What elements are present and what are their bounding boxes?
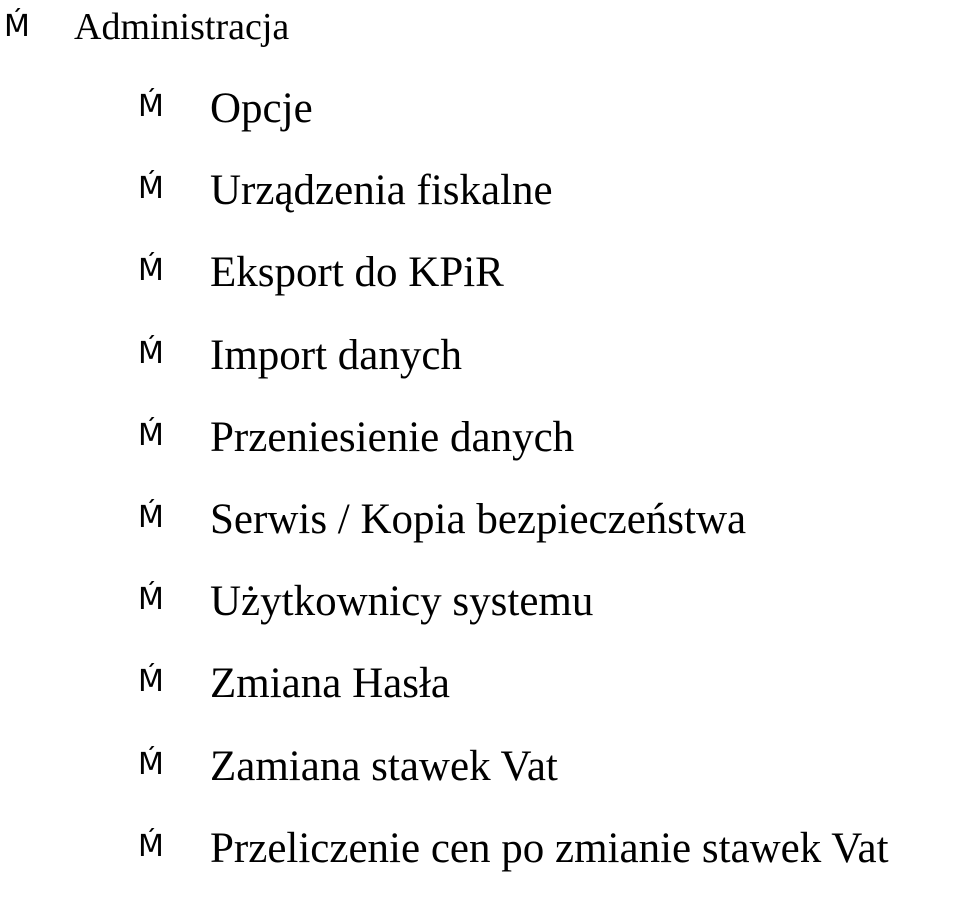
list-item-label: Serwis / Kopia bezpieczeństwa xyxy=(210,495,747,543)
list-item-uzytkownicy-systemu xyxy=(138,580,889,662)
list-item-przeliczenie-cen xyxy=(138,824,889,909)
list-item-label: Eksport do KPiR xyxy=(210,249,504,297)
bullet-glyph: Ḿ xyxy=(138,253,164,289)
sub-item-list xyxy=(138,87,889,909)
list-item-label: Zmiana Hasła xyxy=(210,660,450,708)
list-item-przeniesienie-danych xyxy=(138,413,889,498)
list-item-serwis-kopia xyxy=(138,495,889,580)
list-item-label: Użytkownicy systemu xyxy=(210,578,594,626)
bullet-glyph: Ḿ xyxy=(138,828,164,864)
heading-text: Administracja xyxy=(74,6,290,48)
list-item-label: Urządzenia fiskalne xyxy=(210,167,553,215)
list-item-import-danych xyxy=(138,331,889,416)
list-item-eksport-do-kpir xyxy=(138,251,889,333)
bullet-glyph: Ḿ xyxy=(138,335,164,371)
bullet-glyph: Ḿ xyxy=(138,746,164,782)
list-item-label: Import danych xyxy=(210,331,462,379)
outline-heading xyxy=(4,4,289,50)
bullet-glyph: Ḿ xyxy=(138,171,164,207)
bullet-glyph: Ḿ xyxy=(4,9,30,44)
bullet-glyph: Ḿ xyxy=(138,499,164,535)
bullet-glyph: Ḿ xyxy=(138,582,164,618)
bullet-glyph: Ḿ xyxy=(138,89,164,124)
list-item-zmiana-hasla xyxy=(138,662,889,744)
list-item-opcje xyxy=(138,87,889,169)
list-item-label: Zamiana stawek Vat xyxy=(210,742,558,790)
list-item-label: Przeniesienie danych xyxy=(210,413,575,461)
bullet-glyph: Ḿ xyxy=(138,664,164,700)
bullet-glyph: Ḿ xyxy=(138,417,164,453)
list-item-label: Przeliczenie cen po zmianie stawek Vat xyxy=(210,824,889,872)
list-item-zamiana-stawek-vat xyxy=(138,742,889,827)
list-item-label: Opcje xyxy=(210,85,313,132)
list-item-urzadzenia-fiskalne xyxy=(138,169,889,251)
